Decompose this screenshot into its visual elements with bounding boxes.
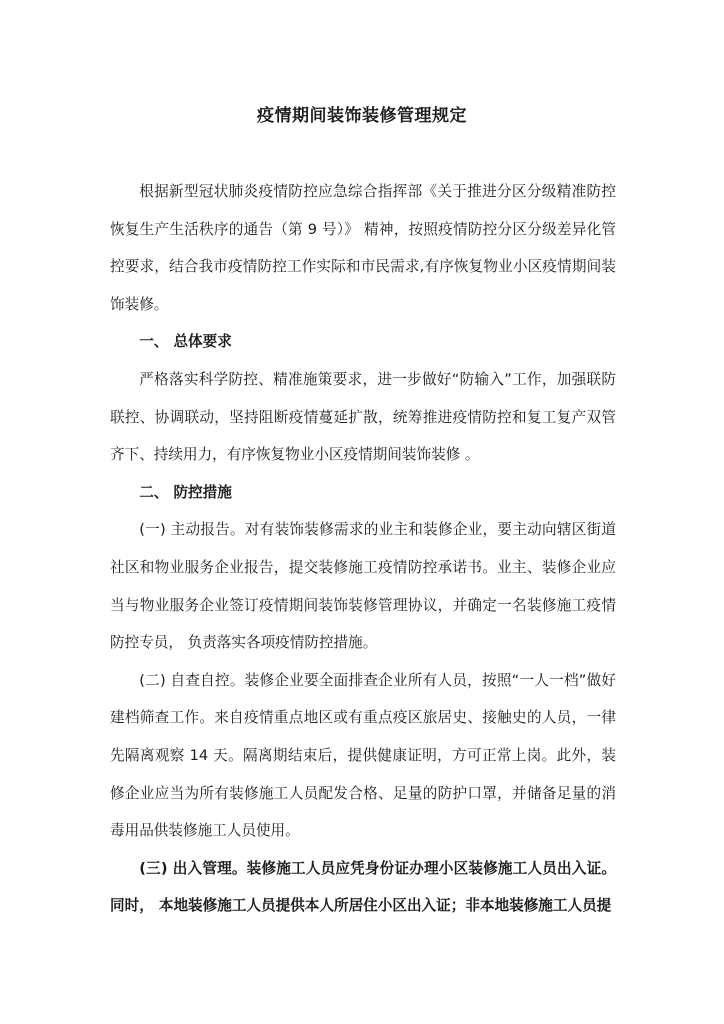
intro-paragraph: 根据新型冠状肺炎疫情防控应急综合指挥部《关于推进分区分级精准防控恢复生产生活秩序的通告（第 9 号）》 精神，按照疫情防控分区分级差异化管控要求，结合我市疫情防控工作实际和市民需求,有序恢复物业小区疫情期间装饰装修。 xyxy=(110,183,616,313)
measure-item-self-check: (二) 自查自控。装修企业要全面排查企业所有人员，按照“一人一档”做好建档筛查工作。来自疫情重点地区或有重点疫区旅居史、接触史的人员，一律先隔离观察 14 天。隔离期结束后，提供健康证明，方可正常上岗。此外，装修企业应当为所有装修施工人员配发合格、足量的防护口罩，并储备足量的消毒用品供装修施工人员使用。 xyxy=(110,671,616,840)
general-requirements-paragraph: 严格落实科学防控、精准施策要求，进一步做好“防输入”工作，加强联防联控、协调联动，坚持阻断疫情蔓延扩散，统筹推进疫情防控和复工复产双管齐下、持续用力，有序恢复物业小区疫情期间装饰装修 。 xyxy=(110,370,616,464)
measure-item-access: (三) 出入管理。装修施工人员应凭身份证办理小区装修施工人员出入证。同时， 本地装修施工人员提供本人所居住小区出入证；非本地装修施工人员提 xyxy=(110,859,616,915)
section-heading-general: 一、 总体要求 xyxy=(139,333,232,351)
document-body xyxy=(110,173,616,925)
document-title: 疫情期间装饰装修管理规定 xyxy=(257,106,467,126)
section-heading-measures: 二、 防控措施 xyxy=(139,483,232,501)
measure-item-report: (一) 主动报告。对有装饰装修需求的业主和装修企业，要主动向辖区街道社区和物业服务企业报告，提交装修施工疫情防控承诺书。业主、装修企业应当与物业服务企业签订疫情期间装饰装修管理协议，并确定一名装修施工疫情防控专员， 负责落实各项疫情防控措施。 xyxy=(110,521,616,652)
